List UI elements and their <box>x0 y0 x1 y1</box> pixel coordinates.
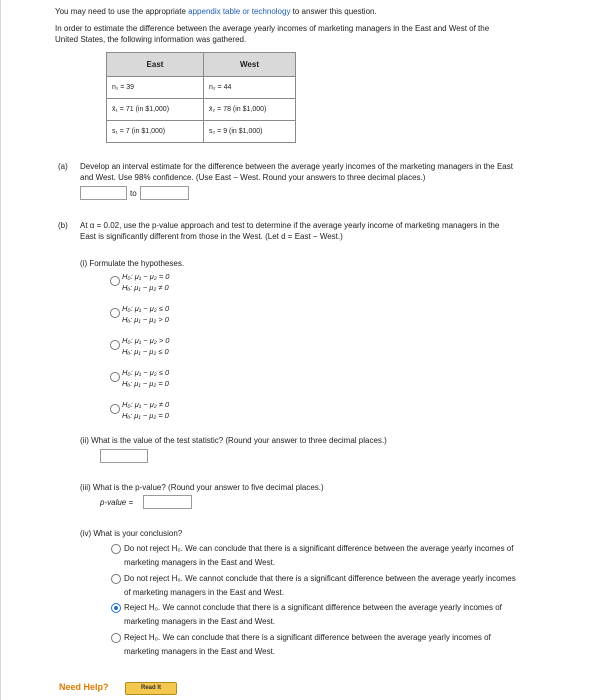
hypothesis-radio-5[interactable] <box>110 404 120 414</box>
test-statistic-input[interactable] <box>100 449 148 463</box>
hypothesis-ha-1: Hₐ: μ₁ − μ₂ ≠ 0 <box>122 283 169 292</box>
conclusion-radio-3[interactable] <box>111 603 121 613</box>
table-cell: x̄₁ = 71 (in $1,000) <box>107 99 204 121</box>
intro-line-3: United States, the following information was gathered. <box>55 35 247 44</box>
hypothesis-h0-3: H₀: μ₁ − μ₂ > 0 <box>122 336 170 345</box>
table-cell: n₁ = 39 <box>107 77 204 99</box>
interval-lower-input[interactable] <box>80 186 127 200</box>
hypothesis-radio-3[interactable] <box>110 340 120 350</box>
hypothesis-ha-4: Hₐ: μ₁ − μ₂ = 0 <box>122 379 169 388</box>
conclusion-2-line-2: of marketing managers in the East and West. <box>124 588 284 597</box>
intro-text: You may need to use the appropriate <box>55 7 189 16</box>
data-table <box>106 52 296 143</box>
hypothesis-ha-2: Hₐ: μ₁ − μ₂ > 0 <box>122 315 169 324</box>
conclusion-4-line-1: Reject H₀. We can conclude that there is a significant difference between the average yearly incomes of <box>124 633 491 642</box>
hypothesis-h0-2: H₀: μ₁ − μ₂ ≤ 0 <box>122 304 170 313</box>
p-value-input[interactable] <box>143 495 192 509</box>
table-row <box>107 99 296 121</box>
intro-line-2: In order to estimate the difference between the average yearly incomes of marketing managers in the East and West of the <box>55 24 490 33</box>
hypothesis-ha-3: Hₐ: μ₁ − μ₂ ≤ 0 <box>122 347 169 356</box>
conclusion-1-line-2: marketing managers in the East and West. <box>124 558 276 567</box>
table-row <box>107 77 296 99</box>
part-b-line-2: East is significantly different from those in the West. (Let d = East − West.) <box>80 232 343 241</box>
intro-text-end: to answer this question. <box>290 7 377 16</box>
hypothesis-radio-4[interactable] <box>110 372 120 382</box>
left-border <box>0 0 1 700</box>
hypothesis-h0-4: H₀: μ₁ − μ₂ ≤ 0 <box>122 368 170 377</box>
appendix-link[interactable]: appendix table or technology <box>188 7 291 16</box>
hypothesis-ha-5: Hₐ: μ₁ − μ₂ = 0 <box>122 411 169 420</box>
table-cell: n₂ = 44 <box>204 77 296 99</box>
part-b-line-1: At α = 0.02, use the p-value approach and test to determine if the average yearly income of marketing managers in the <box>80 221 500 230</box>
read-it-button[interactable]: Read It <box>125 682 177 695</box>
intro-line-1 <box>55 6 377 17</box>
conclusion-2-line-1: Do not reject H₀. We cannot conclude that there is a significant difference between the average yearly incomes <box>124 574 516 583</box>
conclusion-3-line-2: marketing managers in the East and West. <box>124 617 276 626</box>
part-a-line-2: and West. Use 98% confidence. (Use East − West. Round your answers to three decimal places.) <box>80 173 426 182</box>
table-header-west: West <box>204 53 296 77</box>
table-header-east: East <box>107 53 204 77</box>
hypothesis-h0-5: H₀: μ₁ − μ₂ ≠ 0 <box>122 400 170 409</box>
part-a-line-1: Develop an interval estimate for the difference between the average yearly incomes of the marketing managers in the East <box>80 162 513 171</box>
conclusion-label: (iv) What is your conclusion? <box>80 529 183 538</box>
table-row <box>107 121 296 143</box>
table-cell: s₂ = 9 (in $1,000) <box>204 121 296 143</box>
conclusion-radio-4[interactable] <box>111 633 121 643</box>
part-b-label: (b) <box>58 221 68 230</box>
interval-to-label: to <box>130 189 137 198</box>
hypothesis-radio-1[interactable] <box>110 276 120 286</box>
p-value-label: p-value = <box>100 498 134 507</box>
hypotheses-label: (i) Formulate the hypotheses. <box>80 259 185 268</box>
conclusion-radio-1[interactable] <box>111 544 121 554</box>
table-cell: x̄₂ = 78 (in $1,000) <box>204 99 296 121</box>
need-help-label: Need Help? <box>59 682 109 692</box>
conclusion-3-line-1: Reject H₀. We cannot conclude that there is a significant difference between the average yearly incomes of <box>124 603 502 612</box>
part-a-label: (a) <box>58 162 68 171</box>
table-cell: s₁ = 7 (in $1,000) <box>107 121 204 143</box>
p-value-question-label: (iii) What is the p-value? (Round your answer to five decimal places.) <box>80 483 324 492</box>
hypothesis-radio-2[interactable] <box>110 308 120 318</box>
hypothesis-h0-1: H₀: μ₁ − μ₂ = 0 <box>122 272 170 281</box>
conclusion-4-line-2: marketing managers in the East and West. <box>124 647 276 656</box>
conclusion-radio-2[interactable] <box>111 574 121 584</box>
test-statistic-label: (ii) What is the value of the test statistic? (Round your answer to three decimal places.) <box>80 436 387 445</box>
interval-upper-input[interactable] <box>140 186 189 200</box>
conclusion-1-line-1: Do not reject H₀. We can conclude that there is a significant difference between the average yearly incomes of <box>124 544 514 553</box>
